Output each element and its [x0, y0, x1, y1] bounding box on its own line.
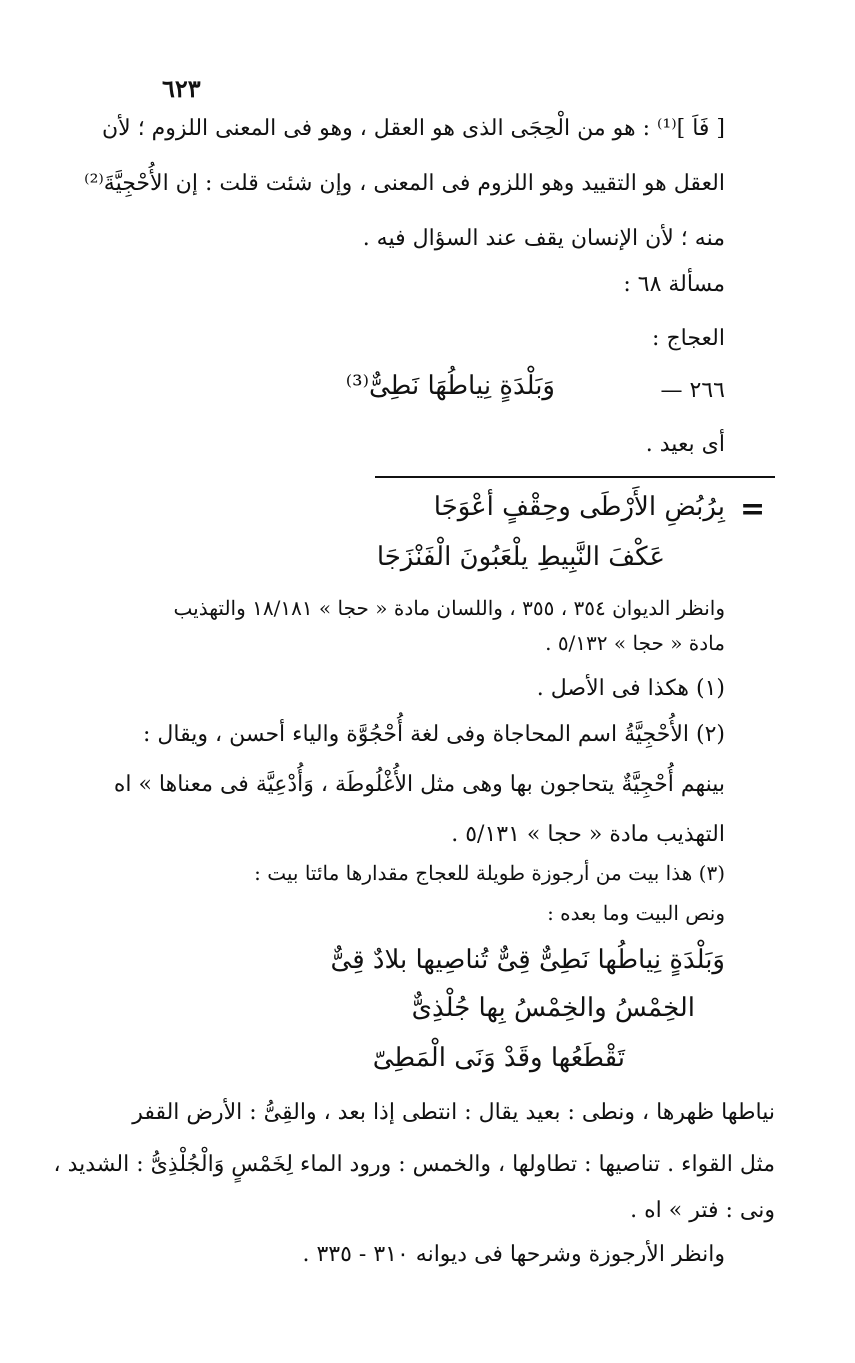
body-line-2: العقل هو التقييد وهو اللزوم فى المعنى ، وإن شئت قلت : إن الأُحْجِيَّةَ⁽²⁾	[84, 171, 725, 196]
footnote-3-line-2: ونص البيت وما بعده :	[547, 901, 725, 925]
verse-text: وَبَلْدَةٍ نِياطُهَا نَطِىٌّ⁽³⁾	[345, 371, 555, 401]
continuation-line-2: عَكْفَ النَّبِيطِ يلْعَبُونَ الْفَنْزَجَا	[376, 542, 665, 572]
verse-gloss: أى بعيد .	[645, 432, 725, 457]
footnote-2-line-3: التهذيب مادة « حجا » ٥/١٣١ .	[451, 822, 725, 847]
commentary-line-4: وانظر الأرجوزة وشرحها فى ديوانه ٣١٠ - ٣٣٥ .	[302, 1242, 725, 1267]
reference-line-2: مادة « حجا » ٥/١٣٢ .	[545, 631, 725, 655]
continuation-marker: =	[740, 492, 766, 527]
footnote-3-line-1: (٣) هذا بيت من أرجوزة طويلة للعجاج مقدارها مائتا بيت :	[254, 861, 725, 885]
body-line-3: منه ؛ لأن الإنسان يقف عند السؤال فيه .	[362, 226, 725, 251]
commentary-line-2: مثل القواء . تناصيها : تطاولها ، والخمس : ورود الماء لِخَمْسٍ وَالْجُلْذِىُّ : الشديد ،	[53, 1152, 775, 1177]
commentary-line-3: ونى : فتر » اه .	[630, 1198, 775, 1223]
footnote-1: (١) هكذا فى الأصل .	[536, 676, 725, 701]
commentary-line-1: نياطها ظهرها ، ونطى : بعيد يقال : انتطى إذا بعد ، والقِىُّ : الأرض القفر	[132, 1100, 775, 1125]
footnote-2-line-1: (٢) الأُحْجِيَّةُ اسم المحاجاة وفى لغة أُحْجُوَّة والياء أحسن ، ويقال :	[143, 722, 725, 747]
footnote-divider	[375, 476, 775, 478]
question-heading: مسألة ٦٨ :	[623, 272, 725, 297]
page-number: ٦٢٣	[162, 74, 201, 103]
verse-number: ٢٦٦ —	[660, 378, 725, 403]
footnote-2-line-2: بينهم أُحْجِيَّةٌ يتحاجون بها وهى مثل الأُغْلُوطَة ، وَأُدْعِيَّة فى معناها » اه	[113, 772, 725, 797]
quoted-verse-2: الخِمْسُ والخِمْسُ بِها جُلْذِىٌّ	[411, 993, 695, 1023]
body-line-1: [ فَاَ ]⁽¹⁾ : هو من الْحِجَى الذى هو العقل ، وهو فى المعنى اللزوم ؛ لأن	[102, 116, 725, 141]
quoted-verse-1: وَبَلْدَةٍ نِياطُها نَطِىٌّ قِىٌّ تُناصِيها بلادٌ قِىٌّ	[330, 945, 725, 975]
poet-name: العجاج :	[652, 326, 725, 351]
quoted-verse-3: تَقْطَعُها وقَدْ وَنَى الْمَطِىّ	[372, 1043, 625, 1073]
reference-line-1: وانظر الديوان ٣٥٤ ، ٣٥٥ ، واللسان مادة « حجا » ١٨/١٨١ والتهذيب	[173, 596, 725, 620]
continuation-line-1: بِرُبُضِ الأَرْطَى وحِقْفٍ أعْوَجَا	[433, 492, 725, 522]
